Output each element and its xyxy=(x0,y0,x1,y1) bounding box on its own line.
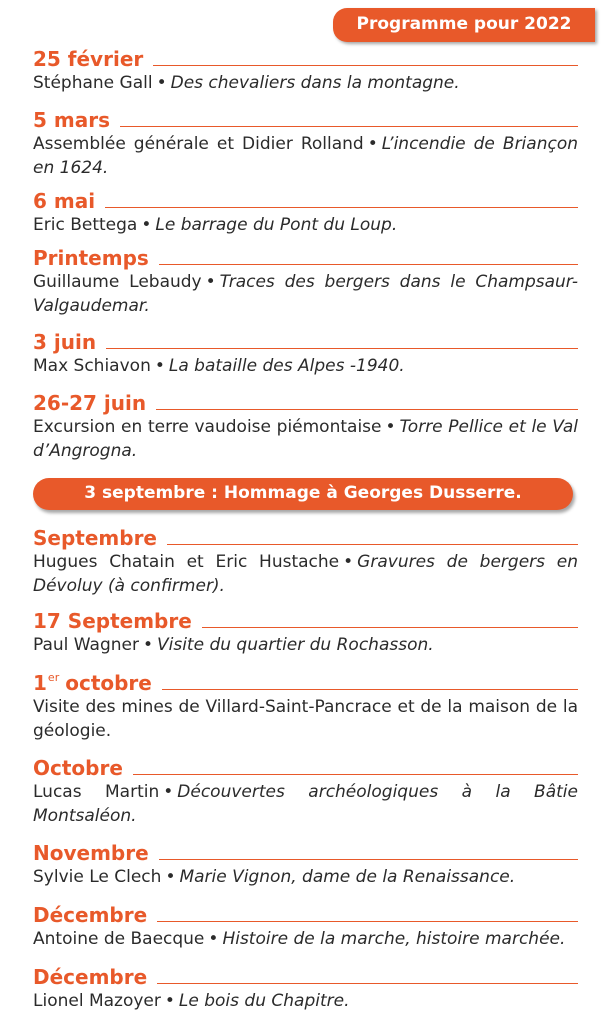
date-row xyxy=(33,45,578,71)
entry-title: Torre Pellice et le Val d’Angrogna. xyxy=(33,417,578,461)
divider-rule xyxy=(157,983,578,984)
entry-speaker: Antoine de Baecque xyxy=(33,929,205,949)
entry-speaker: Max Schiavon xyxy=(33,356,151,376)
entry-title: Traces des bergers dans le Champsaur-Valgaudemar. xyxy=(33,272,578,316)
entry-speaker: Stéphane Gall xyxy=(33,73,153,93)
date-row xyxy=(33,106,578,132)
entry-title: Des chevaliers dans la montagne. xyxy=(170,73,460,93)
bullet-separator: • xyxy=(164,991,175,1011)
program-entry xyxy=(33,839,578,889)
entry-date: 3 juin xyxy=(33,330,97,354)
entry-speaker: Eric Bettega xyxy=(33,215,138,235)
program-header-label: Programme pour 2022 xyxy=(356,14,572,34)
date-row xyxy=(33,328,578,354)
date-row xyxy=(33,607,578,633)
entry-description xyxy=(33,633,578,657)
entry-date-month: octobre xyxy=(65,671,152,695)
bullet-separator: • xyxy=(154,356,165,376)
bullet-separator: • xyxy=(142,635,153,655)
entry-title: Découvertes archéologiques à la Bâtie Montsaléon. xyxy=(33,782,578,826)
entry-description xyxy=(33,780,578,828)
entry-date: Printemps xyxy=(33,246,149,270)
entry-speaker: Excursion en terre vaudoise piémontaise xyxy=(33,417,382,437)
program-entry xyxy=(33,244,578,318)
date-row xyxy=(33,754,578,780)
date-row xyxy=(33,669,578,695)
entry-title: Marie Vignon, dame de la Renaissance. xyxy=(179,867,516,887)
entry-date: Novembre xyxy=(33,841,149,865)
entry-description xyxy=(33,550,578,598)
entry-title: La bataille des Alpes -1940. xyxy=(168,356,405,376)
entry-date: 17 Septembre xyxy=(33,609,192,633)
program-entry xyxy=(33,669,578,743)
entry-speaker: Guillaume Lebaudy xyxy=(33,272,202,292)
entry-speaker: Lionel Mazoyer xyxy=(33,991,161,1011)
date-row xyxy=(33,244,578,270)
entry-text: Visite des mines de Villard-Saint-Pancrace et de la maison de la géologie. xyxy=(33,697,578,741)
divider-rule xyxy=(159,859,578,860)
entry-description xyxy=(33,213,578,237)
entry-title: Le bois du Chapitre. xyxy=(178,991,350,1011)
program-entry xyxy=(33,754,578,828)
bullet-separator: • xyxy=(156,73,167,93)
divider-rule xyxy=(162,689,578,690)
program-entry xyxy=(33,901,578,951)
entry-speaker: Sylvie Le Clech xyxy=(33,867,162,887)
entry-description xyxy=(33,927,578,951)
program-header-tab xyxy=(333,8,595,42)
entry-date: 25 février xyxy=(33,47,144,71)
program-entry xyxy=(33,524,578,598)
bullet-separator: • xyxy=(385,417,396,437)
entry-date: Décembre xyxy=(33,903,148,927)
program-entry xyxy=(33,187,578,237)
divider-rule xyxy=(157,921,578,922)
entry-date: Décembre xyxy=(33,965,148,989)
entry-date-number: 1 xyxy=(33,671,47,695)
date-row xyxy=(33,839,578,865)
program-entry xyxy=(33,607,578,657)
entry-description xyxy=(33,989,578,1013)
entry-description xyxy=(33,132,578,180)
entry-description xyxy=(33,71,578,95)
entry-title: Histoire de la marche, histoire marchée. xyxy=(222,929,566,949)
divider-rule xyxy=(202,627,578,628)
bullet-separator: • xyxy=(141,215,152,235)
entry-speaker: Assemblée générale et Didier Rolland xyxy=(33,134,364,154)
entry-date: Septembre xyxy=(33,526,157,550)
date-row xyxy=(33,389,578,415)
divider-rule xyxy=(106,348,578,349)
bullet-separator: • xyxy=(205,272,216,292)
entry-date: Octobre xyxy=(33,756,123,780)
bullet-separator: • xyxy=(163,782,174,802)
divider-rule xyxy=(159,264,578,265)
program-entry xyxy=(33,106,578,180)
bullet-separator: • xyxy=(343,552,354,572)
bullet-separator: • xyxy=(208,929,219,949)
date-row xyxy=(33,901,578,927)
entry-date-ordinal: er xyxy=(47,671,60,684)
entry-speaker: Hugues Chatain et Eric Hustache xyxy=(33,552,340,572)
date-row xyxy=(33,963,578,989)
entry-description xyxy=(33,354,578,378)
entry-speaker: Lucas Martin xyxy=(33,782,160,802)
entry-description xyxy=(33,695,578,743)
entry-date: 6 mai xyxy=(33,189,96,213)
divider-rule xyxy=(120,126,578,127)
entry-title: Gravures de bergers en Dévoluy (à confirmer). xyxy=(33,552,578,596)
entry-description xyxy=(33,865,578,889)
program-entry xyxy=(33,389,578,463)
divider-rule xyxy=(153,65,578,66)
entry-title: Le barrage du Pont du Loup. xyxy=(155,215,398,235)
program-entry xyxy=(33,45,578,95)
divider-rule xyxy=(133,774,578,775)
entry-date xyxy=(33,666,152,695)
program-entry xyxy=(33,328,578,378)
tribute-banner-label: 3 septembre : Hommage à Georges Dusserre. xyxy=(84,483,522,503)
entry-date: 5 mars xyxy=(33,108,110,132)
entry-description xyxy=(33,270,578,318)
entry-date: 26-27 juin xyxy=(33,391,147,415)
entry-speaker: Paul Wagner xyxy=(33,635,139,655)
date-row xyxy=(33,524,578,550)
program-entry xyxy=(33,963,578,1013)
entry-title: L’incendie de Briançon en 1624. xyxy=(33,134,578,178)
entry-title: Visite du quartier du Rochasson. xyxy=(157,635,434,655)
entry-description xyxy=(33,415,578,463)
divider-rule xyxy=(105,207,578,208)
bullet-separator: • xyxy=(367,134,378,154)
divider-rule xyxy=(156,409,578,410)
date-row xyxy=(33,187,578,213)
tribute-banner xyxy=(33,478,573,510)
bullet-separator: • xyxy=(165,867,176,887)
divider-rule xyxy=(167,544,578,545)
